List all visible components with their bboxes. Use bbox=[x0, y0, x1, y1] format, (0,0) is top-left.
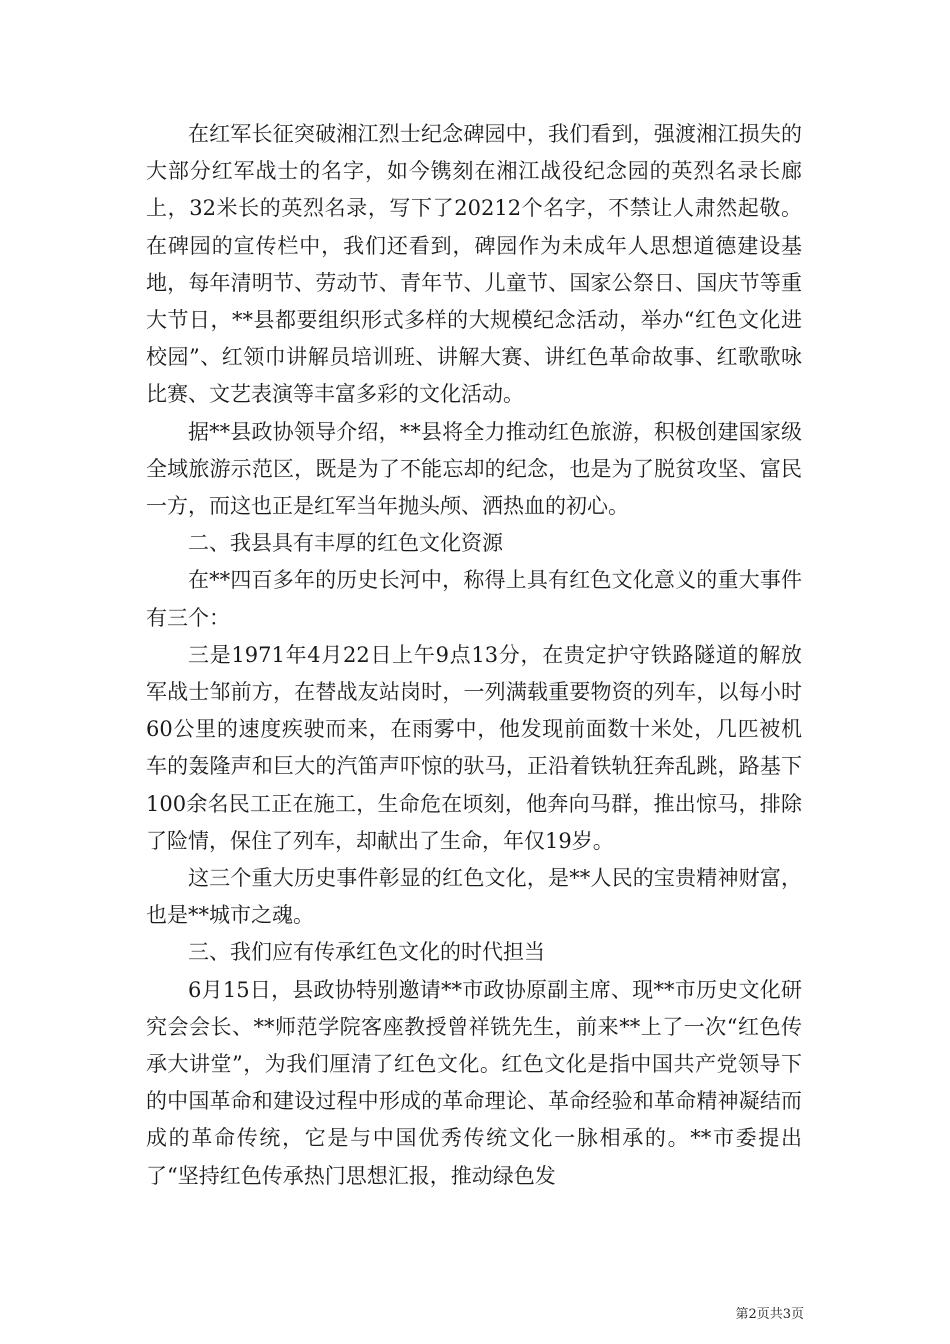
paragraph-history-events-intro: 在**四百多年的历史长河中，称得上具有红色文化意义的重大事件有三个： bbox=[146, 568, 802, 630]
paragraph-red-tourism: 据**县政协领导介绍，**县将全力推动红色旅游，积极创建国家级全域旅游示范区，既是为了不能忘却的纪念，也是为了脱贫攻坚、富民一方，而这也正是红军当年抛头颅、洒热血的初心。 bbox=[146, 419, 802, 519]
section-heading-red-culture-resources: 二、我县具有丰厚的红色文化资源 bbox=[188, 531, 503, 556]
document-body bbox=[146, 116, 802, 1195]
paragraph-city-soul: 这三个重大历史事件彰显的红色文化，是**人民的宝贵精神财富，也是**城市之魂。 bbox=[146, 866, 802, 928]
paragraph-memorial-park: 在红军长征突破湘江烈士纪念碑园中，我们看到，强渡湘江损失的大部分红军战士的名字，如今镌刻在湘江战役纪念园的英烈名录长廊上，32米长的英烈名录，写下了20212个名字，不禁让人肃然起敬。在碑园的宣传栏中，我们还看到，碑园作为未成年人思想道德建设基地，每年清明节、劳动节、青年节、儿童节、国家公祭日、国庆节等重大节日，**县都要组织形式多样的大规模纪念活动，举办“红色文化进校园”、红领巾讲解员培训班、讲解大赛、讲红色革命故事、红歌歌咏比赛、文艺表演等丰富多彩的文化活动。 bbox=[146, 122, 802, 407]
page-number-footer: 第2页共3页 bbox=[735, 1307, 804, 1322]
section-heading-responsibility: 三、我们应有传承红色文化的时代担当 bbox=[188, 940, 545, 965]
paragraph-lecture: 6月15日，县政协特别邀请**市政协原副主席、现**市历史文化研究会会长、**师范学院客座教授曾祥铣先生，前来**上了一次“红色传承大讲堂”，为我们厘清了红色文化。红色文化是指中国共产党领导下的中国革命和建设过程中形成的革命理论、革命经验和革命精神凝结而成的革命传统，它是与中国优秀传统文化一脉相承的。**市委提出了“坚持红色传承热门思想汇报，推动绿色发 bbox=[146, 977, 802, 1188]
paragraph-event-three: 三是1971年4月22日上午9点13分，在贵定护守铁路隧道的解放军战士邹前方，在替战友站岗时，一列满载重要物资的列车，以每小时60公里的速度疾驶而来，在雨雾中，他发现前面数十米处，几匹被机车的轰隆声和巨大的汽笛声吓惊的驮马，正沿着铁轨狂奔乱跳，路基下100余名民工正在施工，生命危在顷刻，他奔向马群，推出惊马，排除了险情，保住了列车，却献出了生命，年仅19岁。 bbox=[146, 642, 802, 853]
